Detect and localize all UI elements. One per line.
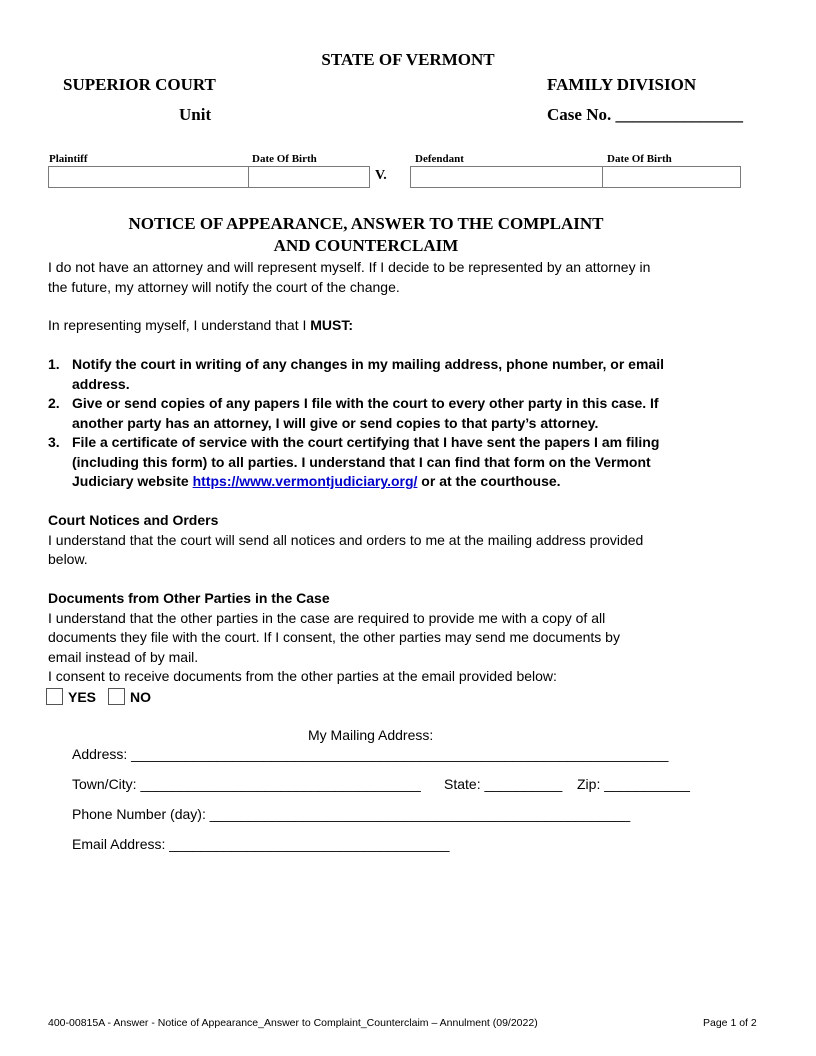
rule-number: 1. bbox=[48, 356, 60, 372]
consent-yes-checkbox[interactable] bbox=[46, 688, 63, 705]
form-title-line2: AND COUNTERCLAIM bbox=[273, 236, 459, 255]
rule-link-prefix: Judiciary website bbox=[72, 473, 193, 489]
state-field[interactable]: State: __________ bbox=[444, 776, 563, 792]
documents-section bbox=[48, 589, 620, 687]
zip-field[interactable]: Zip: ___________ bbox=[577, 776, 690, 792]
rule-number: 2. bbox=[48, 395, 60, 411]
rules-list bbox=[48, 355, 664, 492]
documents-line: I understand that the other parties in the case are required to provide me with a copy of all bbox=[48, 609, 606, 626]
court-notices-heading: Court Notices and Orders bbox=[48, 512, 219, 528]
consent-no-checkbox[interactable] bbox=[108, 688, 125, 705]
town-city-field[interactable]: Town/City: ____________________________________ bbox=[72, 776, 421, 792]
plaintiff-dob-label: Date Of Birth bbox=[252, 153, 317, 165]
defendant-label: Defendant bbox=[415, 153, 464, 165]
documents-line: documents they file with the court. If I consent, the other parties may send me documents by bbox=[48, 629, 620, 645]
must-statement bbox=[48, 316, 353, 336]
intro-line: the future, my attorney will notify the court of the change. bbox=[48, 278, 400, 295]
defendant-input[interactable] bbox=[410, 166, 603, 188]
case-number-field[interactable]: Case No. _______________ bbox=[547, 105, 743, 124]
rule-line: (including this form) to all parties. I understand that I can find that form on the Vermont bbox=[72, 453, 651, 470]
documents-line: I consent to receive documents from the other parties at the email provided below: bbox=[48, 668, 557, 684]
versus-label: V. bbox=[375, 168, 387, 183]
plaintiff-label: Plaintiff bbox=[49, 153, 88, 165]
page-number: Page 1 of 2 bbox=[703, 1017, 757, 1029]
mailing-address-heading: My Mailing Address: bbox=[308, 727, 434, 743]
intro-line: I do not have an attorney and will represent myself. If I decide to be represented by an attorney in bbox=[48, 259, 651, 275]
judiciary-website-link[interactable]: https://www.vermontjudiciary.org/ bbox=[192, 473, 418, 489]
court-notices-line: I understand that the court will send all notices and orders to me at the mailing address provided bbox=[48, 531, 644, 548]
rule-link-suffix: or at the courthouse. bbox=[417, 473, 561, 489]
court-notices-section bbox=[48, 511, 643, 570]
rule-line bbox=[72, 472, 664, 492]
rule-line: address. bbox=[72, 375, 130, 392]
court-heading: SUPERIOR COURT bbox=[63, 75, 216, 94]
rule-number: 3. bbox=[48, 434, 60, 450]
plaintiff-dob-input[interactable] bbox=[248, 166, 370, 188]
email-field[interactable]: Email Address: ____________________________________ bbox=[72, 836, 450, 852]
must-word: MUST: bbox=[310, 317, 354, 333]
phone-field[interactable]: Phone Number (day): ______________________________________________________ bbox=[72, 806, 631, 822]
defendant-dob-label: Date Of Birth bbox=[607, 153, 672, 165]
rule-item bbox=[48, 433, 664, 492]
court-notices-line: below. bbox=[48, 551, 88, 567]
consent-no-label: NO bbox=[130, 689, 151, 705]
state-heading: STATE OF VERMONT bbox=[321, 50, 495, 69]
documents-heading: Documents from Other Parties in the Case bbox=[48, 590, 330, 606]
intro-paragraph bbox=[48, 258, 650, 297]
form-title-line1: NOTICE OF APPEARANCE, ANSWER TO THE COMPLAINT bbox=[128, 214, 604, 233]
rule-line: Give or send copies of any papers I file with the court to every other party in this case. If bbox=[72, 395, 659, 411]
rule-line: another party has an attorney, I will give or send copies to that party’s attorney. bbox=[72, 414, 599, 431]
versus-cell bbox=[369, 166, 411, 188]
rule-item bbox=[48, 355, 664, 394]
division-heading: FAMILY DIVISION bbox=[547, 75, 697, 94]
address-field[interactable]: Address: _____________________________________________________________________ bbox=[72, 746, 669, 762]
unit-label: Unit bbox=[179, 105, 212, 124]
consent-yes-label: YES bbox=[68, 689, 97, 705]
must-prefix: In representing myself, I understand that I bbox=[48, 317, 311, 333]
plaintiff-input[interactable] bbox=[48, 166, 249, 188]
form-id-footer: 400-00815A - Answer - Notice of Appearance_Answer to Complaint_Counterclaim – Annulment (09/2022) bbox=[48, 1017, 538, 1029]
rule-item bbox=[48, 394, 664, 433]
documents-line: email instead of by mail. bbox=[48, 648, 199, 665]
rule-line: File a certificate of service with the court certifying that I have sent the papers I am filing bbox=[72, 434, 660, 450]
defendant-dob-input[interactable] bbox=[602, 166, 741, 188]
rule-line: Notify the court in writing of any changes in my mailing address, phone number, or email bbox=[72, 356, 664, 372]
